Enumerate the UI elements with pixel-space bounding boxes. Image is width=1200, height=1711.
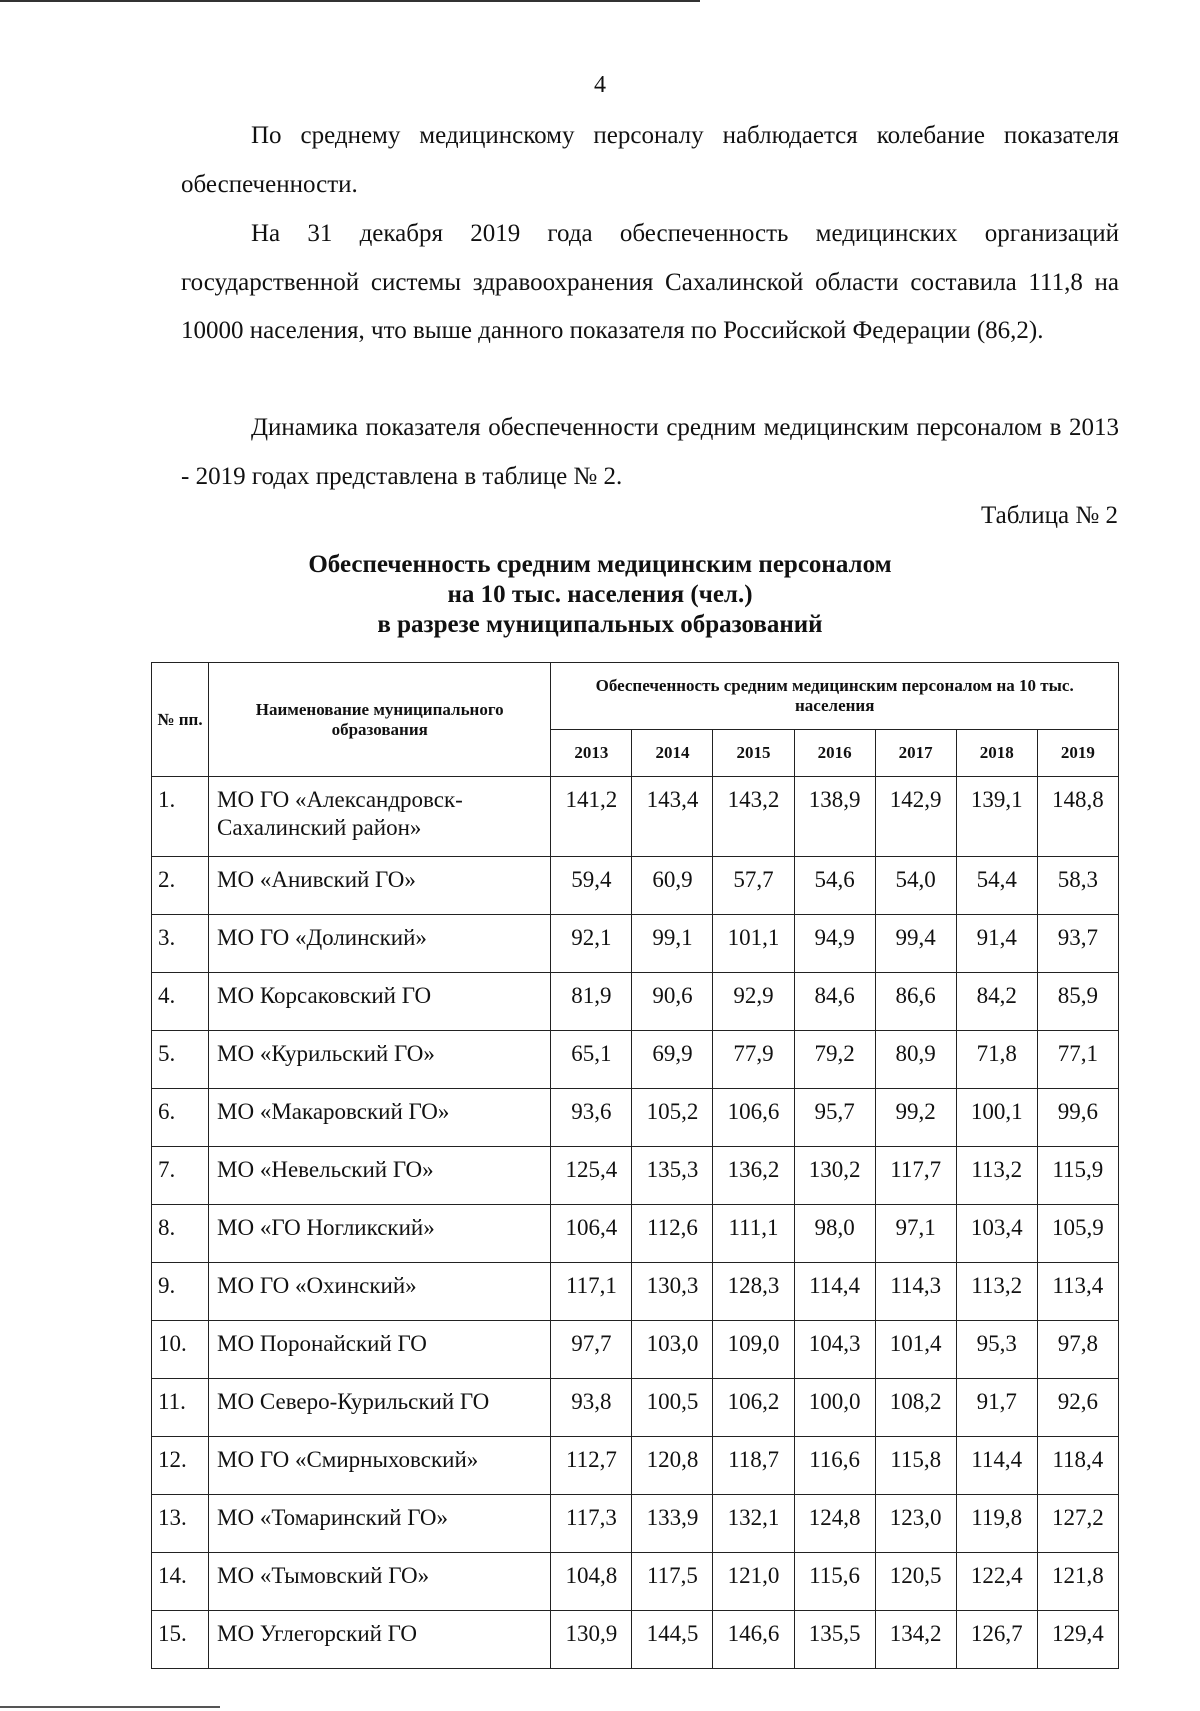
row-value: 111,1 [713,1205,794,1263]
paragraph-2: На 31 декабря 2019 года обеспеченность медицинских организаций государственной системы здравоохранения Сахалинской области составила 111,8 на 10000 населения, что выше данного показателя по Российской Федерации (86,2). [181,220,1119,344]
table-title-line-2: на 10 тыс. населения (чел.) [447,581,753,608]
row-municipality-name: МО Северо-Курильский ГО [209,1379,551,1437]
row-value: 99,2 [875,1089,956,1147]
row-value: 95,3 [956,1321,1037,1379]
row-value: 98,0 [794,1205,875,1263]
table-row [152,973,1119,1031]
row-value: 118,4 [1037,1437,1118,1495]
table-title [0,550,1200,640]
row-value: 77,1 [1037,1031,1118,1089]
row-value: 54,4 [956,857,1037,915]
row-value: 71,8 [956,1031,1037,1089]
row-value: 143,2 [713,777,794,857]
row-municipality-name: МО «Невельский ГО» [209,1147,551,1205]
row-value: 113,2 [956,1263,1037,1321]
row-value: 104,3 [794,1321,875,1379]
row-value: 106,6 [713,1089,794,1147]
row-value: 117,5 [632,1553,713,1611]
header-group: Обеспеченность средним медицинским персоналом на 10 тыс. населения [551,663,1119,730]
row-value: 104,8 [551,1553,632,1611]
row-value: 81,9 [551,973,632,1031]
row-value: 123,0 [875,1495,956,1553]
row-index: 15. [152,1611,209,1669]
row-value: 59,4 [551,857,632,915]
table-row [152,1321,1119,1379]
row-value: 116,6 [794,1437,875,1495]
row-value: 92,1 [551,915,632,973]
row-municipality-name: МО Поронайский ГО [209,1321,551,1379]
table-row [152,1611,1119,1669]
row-value: 99,4 [875,915,956,973]
row-value: 117,1 [551,1263,632,1321]
table-header-row-1 [152,663,1119,730]
row-value: 136,2 [713,1147,794,1205]
row-value: 114,4 [956,1437,1037,1495]
row-value: 103,0 [632,1321,713,1379]
row-municipality-name: МО ГО «Смирныховский» [209,1437,551,1495]
table-row [152,1379,1119,1437]
row-value: 84,6 [794,973,875,1031]
row-value: 91,4 [956,915,1037,973]
row-municipality-name: МО «Курильский ГО» [209,1031,551,1089]
row-index: 4. [152,973,209,1031]
table-row [152,857,1119,915]
row-value: 135,3 [632,1147,713,1205]
row-value: 69,9 [632,1031,713,1089]
row-value: 54,0 [875,857,956,915]
row-municipality-name: МО «Тымовский ГО» [209,1553,551,1611]
table-body [152,777,1119,1669]
row-index: 3. [152,915,209,973]
row-municipality-name: МО «Макаровский ГО» [209,1089,551,1147]
row-value: 117,3 [551,1495,632,1553]
row-value: 97,8 [1037,1321,1118,1379]
row-value: 128,3 [713,1263,794,1321]
row-value: 113,2 [956,1147,1037,1205]
row-value: 142,9 [875,777,956,857]
row-index: 2. [152,857,209,915]
row-value: 141,2 [551,777,632,857]
row-value: 94,9 [794,915,875,973]
row-index: 13. [152,1495,209,1553]
row-value: 95,7 [794,1089,875,1147]
row-value: 121,8 [1037,1553,1118,1611]
row-value: 139,1 [956,777,1037,857]
row-value: 106,2 [713,1379,794,1437]
row-value: 124,8 [794,1495,875,1553]
table-title-line-3: в разрезе муниципальных образований [377,611,823,638]
header-year: 2014 [632,730,713,777]
row-value: 109,0 [713,1321,794,1379]
row-value: 97,1 [875,1205,956,1263]
header-year: 2017 [875,730,956,777]
row-value: 93,6 [551,1089,632,1147]
row-value: 148,8 [1037,777,1118,857]
row-value: 90,6 [632,973,713,1031]
row-municipality-name: МО «Томаринский ГО» [209,1495,551,1553]
top-rule [0,0,700,2]
row-value: 77,9 [713,1031,794,1089]
row-index: 6. [152,1089,209,1147]
row-value: 92,6 [1037,1379,1118,1437]
row-index: 5. [152,1031,209,1089]
table-row [152,1437,1119,1495]
row-value: 115,8 [875,1437,956,1495]
row-value: 122,4 [956,1553,1037,1611]
row-value: 100,1 [956,1089,1037,1147]
page-number: 4 [594,72,606,98]
table-row [152,1147,1119,1205]
row-value: 115,6 [794,1553,875,1611]
table-row [152,1495,1119,1553]
row-value: 125,4 [551,1147,632,1205]
row-value: 101,1 [713,915,794,973]
row-value: 143,4 [632,777,713,857]
paragraph-3: Динамика показателя обеспеченности средним медицинским персоналом в 2013 - 2019 годах представлена в таблице № 2. [181,414,1119,490]
row-value: 112,6 [632,1205,713,1263]
row-value: 100,0 [794,1379,875,1437]
row-municipality-name: МО ГО «Охинский» [209,1263,551,1321]
row-municipality-name: МО Углегорский ГО [209,1611,551,1669]
row-value: 144,5 [632,1611,713,1669]
paragraph-1: По среднему медицинскому персоналу наблюдается колебание показателя обеспеченности. [181,122,1119,198]
row-value: 106,4 [551,1205,632,1263]
row-value: 133,9 [632,1495,713,1553]
table-row [152,1031,1119,1089]
row-value: 99,1 [632,915,713,973]
header-index: № пп. [152,663,209,777]
header-year: 2016 [794,730,875,777]
row-value: 92,9 [713,973,794,1031]
row-value: 121,0 [713,1553,794,1611]
row-value: 115,9 [1037,1147,1118,1205]
row-value: 135,5 [794,1611,875,1669]
row-value: 93,8 [551,1379,632,1437]
row-municipality-name: МО «Анивский ГО» [209,857,551,915]
table-row [152,1263,1119,1321]
row-index: 11. [152,1379,209,1437]
row-index: 12. [152,1437,209,1495]
bottom-rule [0,1706,220,1708]
row-index: 9. [152,1263,209,1321]
row-value: 79,2 [794,1031,875,1089]
row-value: 146,6 [713,1611,794,1669]
table-title-line-1: Обеспеченность средним медицинским персоналом [308,551,892,578]
row-value: 130,2 [794,1147,875,1205]
header-year: 2018 [956,730,1037,777]
row-value: 60,9 [632,857,713,915]
row-value: 126,7 [956,1611,1037,1669]
row-value: 113,4 [1037,1263,1118,1321]
row-value: 129,4 [1037,1611,1118,1669]
row-value: 112,7 [551,1437,632,1495]
table-row [152,1205,1119,1263]
row-index: 1. [152,777,209,857]
row-value: 130,3 [632,1263,713,1321]
row-value: 120,8 [632,1437,713,1495]
table-row [152,1089,1119,1147]
row-value: 134,2 [875,1611,956,1669]
header-year: 2015 [713,730,794,777]
row-value: 93,7 [1037,915,1118,973]
row-value: 99,6 [1037,1089,1118,1147]
row-value: 108,2 [875,1379,956,1437]
row-value: 120,5 [875,1553,956,1611]
header-year: 2019 [1037,730,1118,777]
table-row [152,915,1119,973]
table-row [152,777,1119,857]
row-municipality-name: МО «ГО Ногликский» [209,1205,551,1263]
row-value: 57,7 [713,857,794,915]
row-municipality-name: МО Корсаковский ГО [209,973,551,1031]
row-value: 117,7 [875,1147,956,1205]
row-index: 10. [152,1321,209,1379]
row-value: 91,7 [956,1379,1037,1437]
row-value: 85,9 [1037,973,1118,1031]
table-row [152,1553,1119,1611]
row-value: 58,3 [1037,857,1118,915]
row-value: 101,4 [875,1321,956,1379]
row-value: 114,4 [794,1263,875,1321]
row-index: 7. [152,1147,209,1205]
row-value: 130,9 [551,1611,632,1669]
row-value: 119,8 [956,1495,1037,1553]
header-year: 2013 [551,730,632,777]
row-value: 80,9 [875,1031,956,1089]
header-name: Наименование муниципального образования [209,663,551,777]
row-index: 8. [152,1205,209,1263]
row-value: 114,3 [875,1263,956,1321]
row-value: 132,1 [713,1495,794,1553]
staffing-table [151,662,1119,1669]
row-value: 86,6 [875,973,956,1031]
row-value: 127,2 [1037,1495,1118,1553]
row-value: 103,4 [956,1205,1037,1263]
row-value: 138,9 [794,777,875,857]
row-value: 118,7 [713,1437,794,1495]
row-municipality-name: МО ГО «Александровск-Сахалинский район» [209,777,551,857]
table-label: Таблица № 2 [980,502,1118,529]
row-municipality-name: МО ГО «Долинский» [209,915,551,973]
row-value: 105,2 [632,1089,713,1147]
row-value: 97,7 [551,1321,632,1379]
row-value: 65,1 [551,1031,632,1089]
row-value: 54,6 [794,857,875,915]
row-value: 105,9 [1037,1205,1118,1263]
row-value: 84,2 [956,973,1037,1031]
row-value: 100,5 [632,1379,713,1437]
row-index: 14. [152,1553,209,1611]
